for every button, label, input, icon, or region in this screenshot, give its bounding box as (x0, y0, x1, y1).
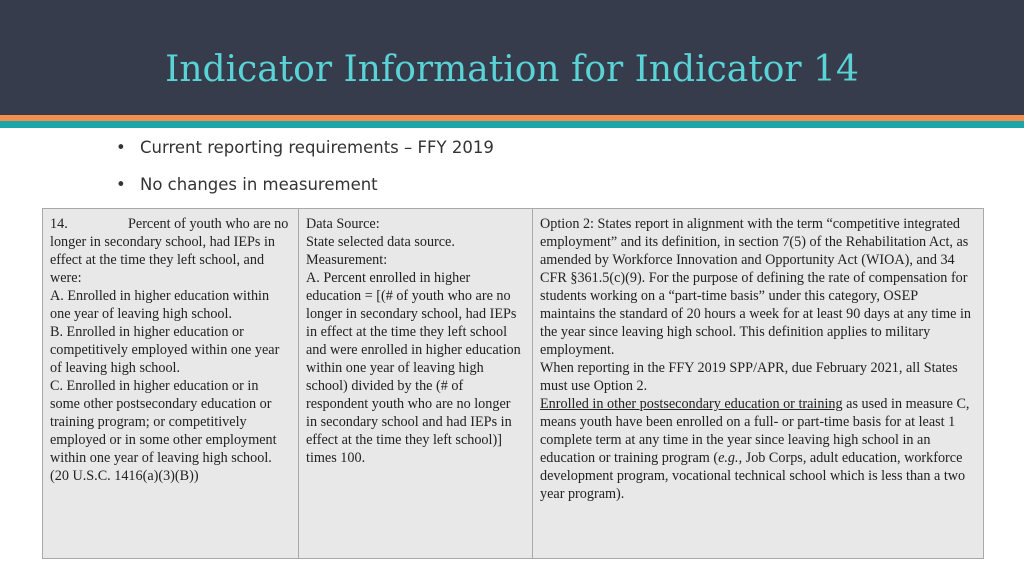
measurement-label: Measurement: (306, 252, 388, 268)
data-source-text: State selected data source. (306, 234, 455, 250)
bullet-text: Current reporting requirements – FFY 2019 (140, 138, 494, 157)
bullet-dot-icon: • (116, 138, 126, 157)
slide-title: Indicator Information for Indicator 14 (165, 49, 859, 90)
option-paragraph-3-end: Job Corps, adult education, workforce development program, vocational technical school which is less than a two year program). (540, 450, 966, 502)
indicator-number: 14. (50, 216, 68, 232)
bullet-item (116, 135, 494, 172)
indicator-table (42, 208, 984, 559)
bullet-list (116, 135, 494, 209)
bullet-text: No changes in measurement (140, 175, 378, 194)
bullet-dot-icon: • (116, 175, 126, 194)
indicator-heading: Percent of youth who are no longer in secondary school, had IEPs in effect at the time they left school, and were: (50, 216, 289, 286)
table-row (43, 209, 984, 559)
data-source-label: Data Source: (306, 216, 380, 232)
option-paragraph-2: When reporting in the FFY 2019 SPP/APR, due February 2021, all States must use Option 2. (540, 360, 958, 394)
measurement-text: A. Percent enrolled in higher education = [(# of youth who are no longer in secondary school, had IEPs in effect at the time they left school and were enrolled in higher education within one year of leaving high school) divided by the (# of respondent youth who are no longer in secondary school and had IEPs in effect at the time they left school)] times 100. (306, 270, 521, 466)
option-underlined-term: Enrolled in other postsecondary education or training (540, 396, 843, 412)
option-cell (533, 209, 984, 559)
slide-header (0, 0, 1024, 115)
option-paragraph-1: Option 2: States report in alignment with the term “competitive integrated employment” and its definition, in section 7(5) of the Rehabilitation Act, as amended by Workforce Innovation and Opportunity Act (WIOA), and 34 CFR §361.5(c)(9). For the purpose of defining the rate of compensation for students working on a “part-time basis” under this category, OSEP maintains the standard of 20 hours a week for at least 90 days at any time in the year since leaving high school. This definition applies to military employment. (540, 216, 972, 358)
data-source-cell (299, 209, 533, 559)
indicator-cell (43, 209, 299, 559)
option-paragraph-3: as used in measure C, means youth have been enrolled on a full- or part-time basis for at least 1 complete term at any time in the year since leaving high school in an education or training program ( (540, 396, 970, 466)
teal-divider (0, 121, 1024, 128)
bullet-item (116, 172, 494, 209)
indicator-citation: (20 U.S.C. 1416(a)(3)(B)) (50, 468, 199, 484)
indicator-item-a: A. Enrolled in higher education within one year of leaving high school. (50, 288, 270, 322)
indicator-item-b: B. Enrolled in higher education or competitively employed within one year of leaving high school. (50, 324, 280, 376)
indicator-item-c: C. Enrolled in higher education or in some other postsecondary education or training program; or competitively employed or in some other employment within one year of leaving high school. (50, 378, 277, 466)
option-eg: e.g., (718, 450, 743, 466)
